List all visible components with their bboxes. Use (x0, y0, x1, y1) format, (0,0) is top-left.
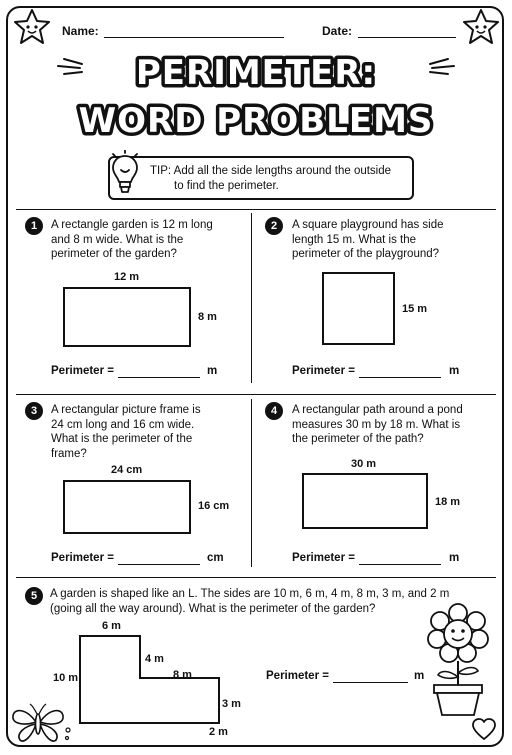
problem-3-top-label: 24 cm (111, 464, 143, 476)
heart-icon (471, 718, 497, 742)
problem-1-answer-field[interactable] (118, 376, 200, 378)
problem-5-top-label: 6 m (102, 620, 121, 632)
problem-number-badge: 2 (265, 217, 283, 235)
problem-5-right-label: 3 m (222, 698, 241, 710)
tip-box (108, 156, 414, 200)
column-divider (251, 213, 252, 383)
tip-line-1: TIP: Add all the side lengths around the outside (150, 165, 392, 177)
problem-1-unit: m (207, 365, 218, 377)
problem-number-badge: 4 (265, 402, 283, 420)
problem-3-answer-label: Perimeter = (51, 552, 114, 564)
problem-5-text: A garden is shaped like an L. The sides are 10 m, 6 m, 4 m, 8 m, 3 m, and 2 m (going all the way around). What is the perimeter of the garden? (50, 588, 450, 615)
problem-5-unit: m (414, 670, 425, 682)
problem-4-rectangle (302, 473, 428, 529)
problem-2-answer-label: Perimeter = (292, 365, 355, 377)
problem-3-side-label: 16 cm (198, 500, 230, 512)
problem-2-side-label: 15 m (402, 303, 428, 315)
problem-4-side-label: 18 m (435, 496, 461, 508)
problem-5-inner-horizontal-label: 8 m (173, 669, 192, 681)
problem-5-left-label: 10 m (53, 672, 79, 684)
tip-line-2: to find the perimeter. (174, 180, 279, 192)
date-field[interactable] (358, 25, 456, 38)
problem-number-badge: 3 (25, 402, 43, 420)
date-label: Date: (322, 24, 353, 38)
problem-number-badge: 5 (25, 587, 43, 605)
problem-5-answer-field[interactable] (333, 681, 408, 683)
section-divider (16, 209, 496, 210)
problem-2-text: A square playground has side length 15 m. What is the perimeter of the playground? (292, 219, 444, 260)
problem-2-answer-field[interactable] (359, 376, 441, 378)
problem-2-square (322, 272, 395, 345)
problem-4-text: A rectangular path around a pond measures 30 m by 18 m. What is the perimeter of the path? (292, 404, 463, 445)
problem-1-side-label: 8 m (198, 311, 217, 323)
star-face-icon (12, 8, 52, 46)
lightbulb-icon (110, 150, 140, 198)
problem-3-unit: cm (207, 552, 224, 564)
problem-1-answer-label: Perimeter = (51, 365, 114, 377)
title-line-1: PERIMETER: (135, 53, 377, 93)
butterfly-icon (10, 700, 72, 746)
problem-5-answer-label: Perimeter = (266, 670, 329, 682)
problem-4-answer-label: Perimeter = (292, 552, 355, 564)
worksheet-title (40, 50, 472, 148)
problem-5-bottom-label: 2 m (209, 726, 228, 738)
problem-3-rectangle (63, 480, 191, 534)
problem-1-rectangle (63, 287, 191, 347)
flower-pot-icon (426, 603, 490, 719)
section-divider (16, 394, 496, 395)
problem-5-l-shape (78, 634, 222, 726)
problem-1-top-label: 12 m (114, 271, 140, 283)
section-divider (16, 577, 496, 578)
name-field[interactable] (104, 25, 284, 38)
name-label: Name: (62, 24, 99, 38)
problem-3-answer-field[interactable] (118, 563, 200, 565)
problem-1-text: A rectangle garden is 12 m long and 8 m wide. What is the perimeter of the garden? (51, 219, 213, 260)
sparkle-lines-icon (58, 59, 82, 74)
problem-2-unit: m (449, 365, 460, 377)
problem-3-text: A rectangular picture frame is 24 cm long and 16 cm wide. What is the perimeter of the frame? (51, 404, 201, 460)
title-line-2: WORD PROBLEMS (78, 101, 434, 141)
problem-4-answer-field[interactable] (359, 563, 441, 565)
problem-4-unit: m (449, 552, 460, 564)
star-face-icon (461, 8, 501, 46)
sparkle-lines-icon (430, 59, 454, 74)
problem-5-inner-vertical-label: 4 m (145, 653, 164, 665)
column-divider (251, 399, 252, 567)
problem-4-top-label: 30 m (351, 458, 377, 470)
problem-number-badge: 1 (25, 217, 43, 235)
